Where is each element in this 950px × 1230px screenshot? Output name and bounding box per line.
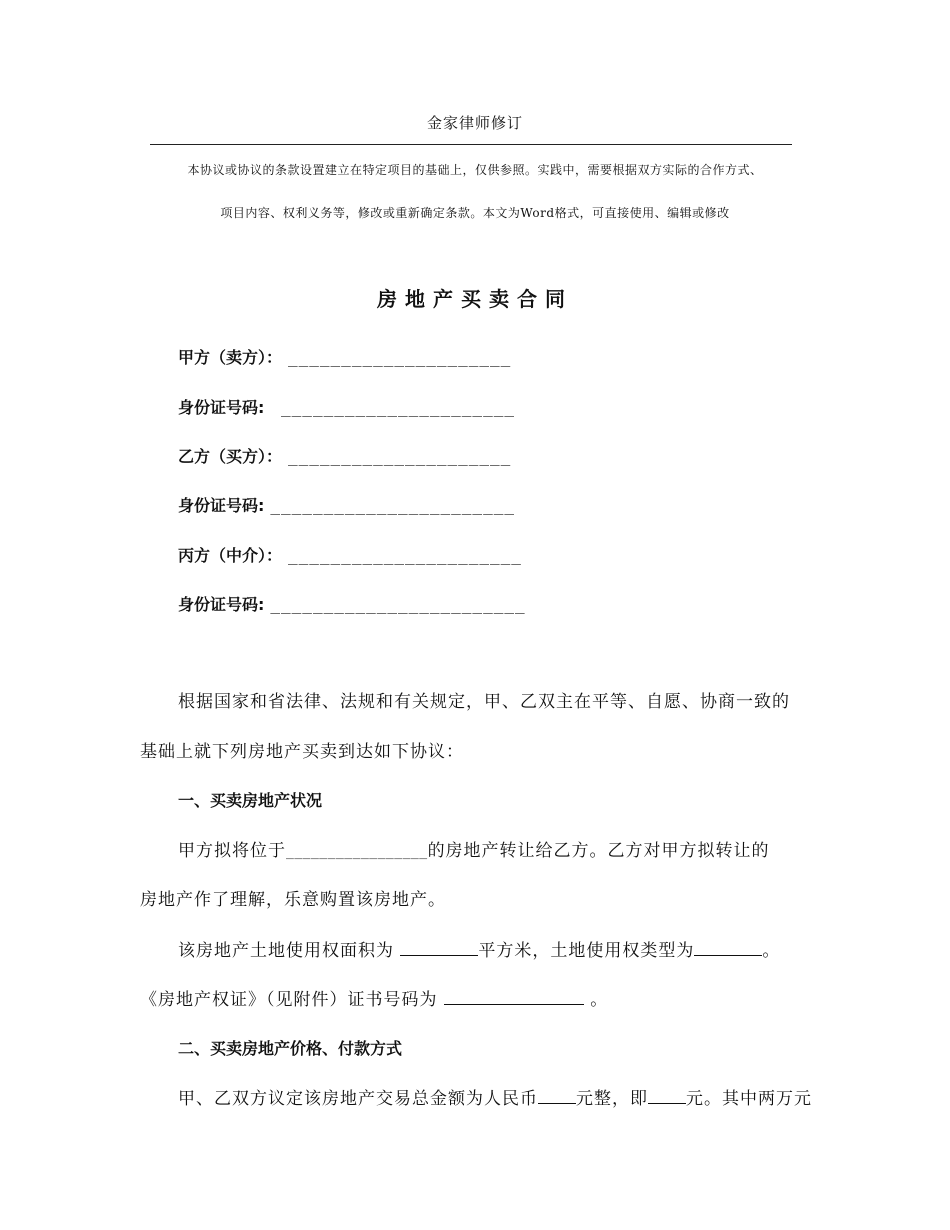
text-run: 元。其中两万元 bbox=[686, 1089, 812, 1109]
text-run: 平方米，土地使用权类型为 bbox=[478, 941, 695, 961]
party-blank: _____________________ bbox=[288, 348, 512, 367]
party-label: 身份证号码: bbox=[178, 398, 265, 417]
amount-blank bbox=[538, 1086, 576, 1104]
amount-figure-blank bbox=[648, 1086, 686, 1104]
certificate-number-blank bbox=[444, 987, 584, 1005]
party-agent-id bbox=[178, 592, 526, 615]
location-blank: _________________ bbox=[286, 845, 428, 860]
intro-line-1: 根据国家和省法律、法规和有关规定，甲、乙双主在平等、自愿、协商一致的 bbox=[178, 692, 790, 712]
text-run: 。 bbox=[762, 941, 781, 961]
document-title: 房地产买卖合同 bbox=[377, 287, 573, 311]
intro-line-2: 基础上就下列房地产买卖到达如下协议： bbox=[140, 742, 464, 762]
land-type-blank bbox=[694, 938, 762, 956]
party-label: 甲方（卖方）： bbox=[178, 348, 283, 367]
text-run: 《房地产权证》（见附件）证书号码为 bbox=[140, 990, 444, 1010]
party-blank: ______________________ bbox=[288, 546, 522, 565]
section-1-paragraph-2 bbox=[178, 936, 780, 961]
party-label: 身份证号码: bbox=[178, 595, 265, 614]
header-divider bbox=[150, 144, 792, 145]
party-seller bbox=[178, 345, 511, 368]
party-label: 乙方（买方）： bbox=[178, 447, 283, 466]
party-blank: _______________________ bbox=[270, 496, 515, 515]
party-blank: _____________________ bbox=[288, 447, 512, 466]
text-run: 甲、乙双方议定该房地产交易总金额为人民币 bbox=[178, 1089, 538, 1109]
party-blank: ________________________ bbox=[270, 595, 526, 614]
party-buyer bbox=[178, 444, 511, 467]
section-1-heading: 一、买卖房地产状况 bbox=[178, 791, 323, 810]
party-seller-id bbox=[178, 395, 515, 418]
section-1-paragraph-1-line-2: 房地产作了理解，乐意购置该房地产。 bbox=[140, 890, 446, 910]
header-title: 金家律师修订 bbox=[426, 114, 523, 132]
text-run: 该房地产土地使用权面积为 bbox=[178, 941, 401, 961]
disclaimer-line-1: 本协议或协议的条款设置建立在特定项目的基础上，仅供参照。实践中，需要根据双方实际的合作方式、 bbox=[187, 163, 763, 177]
party-blank: ______________________ bbox=[270, 398, 515, 417]
text-run: 元整，即 bbox=[576, 1089, 648, 1109]
party-agent bbox=[178, 543, 522, 566]
section-1-paragraph-3 bbox=[140, 985, 608, 1010]
area-blank bbox=[400, 938, 478, 956]
text-run: 的房地产转让给乙方。乙方对甲方拟转让的 bbox=[427, 841, 770, 861]
party-label: 丙方（中介）： bbox=[178, 546, 283, 565]
section-1-paragraph-1 bbox=[178, 836, 770, 861]
section-2-paragraph-1 bbox=[178, 1084, 812, 1109]
text-run: 甲方拟将位于 bbox=[178, 841, 286, 861]
section-2-heading: 二、买卖房地产价格、付款方式 bbox=[178, 1039, 403, 1058]
disclaimer-line-2: 项目内容、权利义务等，修改或重新确定条款。本文为Word格式，可直接使用、编辑或修改 bbox=[220, 206, 730, 220]
party-label: 身份证号码: bbox=[178, 496, 265, 515]
party-buyer-id bbox=[178, 493, 515, 516]
text-run: 。 bbox=[583, 990, 609, 1010]
